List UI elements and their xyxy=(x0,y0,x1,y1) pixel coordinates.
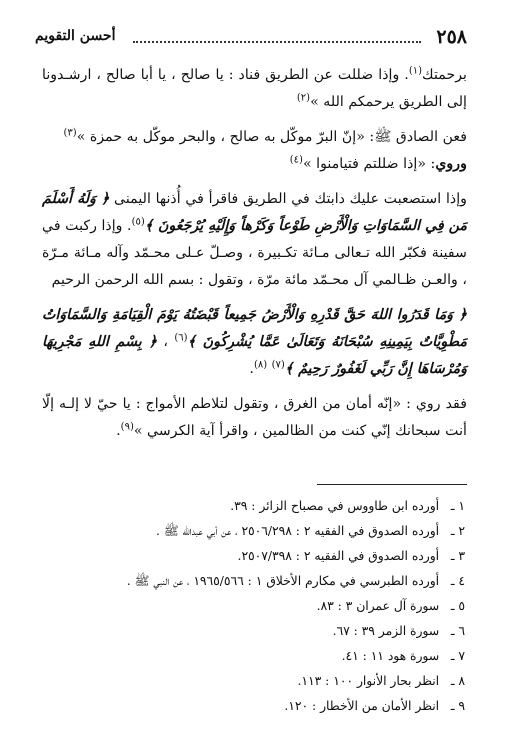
footnote-text: سورة الزمر ٣٩ : ٦٧. xyxy=(332,624,440,638)
footnote-number: ٨ ـ xyxy=(450,674,465,688)
footnotes xyxy=(42,494,465,719)
dotted-leader-divider xyxy=(133,41,421,43)
footnote-5 xyxy=(42,594,465,619)
paragraph-4-text: وإذا استصعبت عليك دابتك في الطريق فاقرأ في أُذنها اليمنى xyxy=(114,191,467,207)
paragraph-3-text: : «إذا ضللتم فتيامنوا » xyxy=(302,156,436,172)
footnote-text: سورة آل عمران ٣ : ٨٣. xyxy=(316,599,440,613)
paragraph-5: ﴿ وَمَا قَدَرُوا اللهَ حَقَّ قَدْرِهِ وَالْأَرْضُ جَمِيعاً قَبْضَتُهُ يَوْمَ الْقِيَامَةِ وَالسَّمَاوَاتُ مَطْوِيَّاتٌ بِيَمِينِهِ سُبْحَانَهُ وَتَعَالَىٰ عَمَّا يُشْرِكُونَ ﴾$^{(٦)}$ ، ﴿ بِسْمِ اللهِ مَجْرِيهَا وَمُرْسَاهَا إِنَّ رَبِّي لَغَفُورٌ رَحِيمٌ ﴾$^{(٧)}$ $^{(٨)}$. xyxy=(42,307,467,377)
paragraph-1 xyxy=(42,62,467,116)
paragraph-3-lead: وروي xyxy=(435,156,467,172)
paragraph-gap xyxy=(42,178,467,186)
footnote-ref-7[interactable]: (٧) xyxy=(271,359,285,371)
footnote-ref-9[interactable]: (٩) xyxy=(120,421,134,433)
footnote-2 xyxy=(42,519,465,544)
footnote-ref-6[interactable]: (٦) xyxy=(174,332,188,344)
footnote-text: أورده ابن طاووس في مصباح الزائر : ٣٩. xyxy=(230,499,440,513)
footnote-3 xyxy=(42,544,465,569)
footnote-ref-8[interactable]: (٨) xyxy=(253,359,268,371)
footnote-text: أورده الصدوق في الفقيه ٢ : ٢٥٠٦/٢٩٨ ، عن أبي عبدالله ﷺ . xyxy=(156,524,440,538)
running-title: أحسن التقويم xyxy=(35,28,116,44)
footnote-7 xyxy=(42,644,465,669)
footnote-number: ٩ ـ xyxy=(450,699,465,713)
paragraph-1-text: . وإذا ضللت عن الطريق فناد : يا صالح ، يا أبا صالح ، ارشـدونا إلى الطريق يرحمكم الله » xyxy=(42,67,467,110)
footnote-4 xyxy=(42,569,465,594)
footnote-text: أورده الصدوق في الفقيه ٢ : ٢٥٠٧/٣٩٨. xyxy=(237,549,440,563)
paragraph-gap xyxy=(42,294,467,302)
quran-verse-1: ﴿ وَلَهُ أَسْلَمَ مَن فِي السَّمَاوَاتِ وَالْأَرْضِ طَوْعاً وَكَرْهاً وَإِلَيْهِ يُرْجَعُونَ ﴾ xyxy=(42,191,467,234)
footnote-6 xyxy=(42,619,465,644)
page-number: ٢٥٨ xyxy=(436,26,467,48)
main-text xyxy=(42,62,467,445)
footnote-ref-2[interactable]: (٢) xyxy=(296,92,311,104)
footnote-number: ٤ ـ xyxy=(450,574,465,588)
footnote-text: سورة هود ١١ : ٤١. xyxy=(341,649,440,663)
footnote-number: ٣ ـ xyxy=(450,549,465,563)
footnote-1 xyxy=(42,494,465,519)
footnote-text: انظر بحار الأنوار ١٠٠ : ١١٣. xyxy=(297,674,440,688)
paragraph-2 xyxy=(42,124,467,151)
footnote-separator xyxy=(317,484,467,485)
paragraph-1-start: برحمتك xyxy=(422,67,467,83)
quran-verse-2: ﴿ وَمَا قَدَرُوا اللهَ حَقَّ قَدْرِهِ وَالْأَرْضُ جَمِيعاً قَبْضَتُهُ يَوْمَ الْقِيَامَةِ وَالسَّمَاوَاتُ مَطْوِيَّاتٌ بِيَمِينِهِ سُبْحَانَهُ وَتَعَالَىٰ عَمَّا يُشْرِكُونَ ﴾ xyxy=(42,307,467,350)
footnote-ref-3[interactable]: (٣) xyxy=(63,127,77,139)
paragraph-2-text: فعن الصادق ﷺ: «إنّ البرّ موكّل به صالح ، والبحر موكّل به حمزة » xyxy=(76,129,467,145)
footnote-number: ٢ ـ xyxy=(450,524,465,538)
quran-verse-3: ﴿ بِسْمِ اللهِ مَجْرِيهَا وَمُرْسَاهَا إِنَّ رَبِّي لَغَفُورٌ رَحِيمٌ ﴾ xyxy=(42,334,467,377)
paragraph-gap xyxy=(42,116,467,124)
footnote-text: انظر الأمان من الأخطار : ١٢٠. xyxy=(284,699,440,713)
page-header xyxy=(35,26,467,52)
footnote-8 xyxy=(42,669,465,694)
footnote-number: ١ ـ xyxy=(450,499,465,513)
paragraph-6: فقد روي : «إنّه أمان من الغرق ، وتقول لتلاطم الأمواج : يا حيّ لا إلـه إلّا أنت سبحانك إنّي كنت من الظالمين ، واقرأ آية الكرسي »$^{(٩)}$. xyxy=(42,396,467,439)
paragraph-4-text-continued: . وإذا ركبت في سفينة فكبّر الله تـعالى مـائة تكـبيرة ، وصـلّ عـلى محـمّد وآله مـائة مـرّة ، والعـن ظـالمي آل محـمّد مائة مرّة ، وتقول : بسم الله الرحمن الرحيم xyxy=(42,218,467,288)
footnote-number: ٧ ـ xyxy=(450,649,465,663)
paragraph-3 xyxy=(42,151,467,178)
paragraph-6-text: فقد روي : «إنّه أمان من الغرق ، وتقول لتلاطم الأمواج : يا حيّ لا إلـه إلّا أنت سبحانك إنّي كنت من الظالمين ، واقرأ آية الكرسي » xyxy=(42,396,467,439)
footnote-ref-5[interactable]: (٥) xyxy=(131,216,145,228)
footnote-number: ٥ ـ xyxy=(450,599,465,613)
paragraph-4 xyxy=(42,186,467,294)
paragraph-gap xyxy=(42,383,467,391)
footnote-9 xyxy=(42,694,465,719)
footnote-number: ٦ ـ xyxy=(450,624,465,638)
footnote-text: أورده الطبرسي في مكارم الأخلاق ١ : ١٩٦٥/٥٦٦ ، عن النبي ﷺ . xyxy=(126,574,440,588)
footnote-ref-4[interactable]: (٤) xyxy=(289,154,303,166)
footnote-ref-1[interactable]: (١) xyxy=(408,65,422,77)
